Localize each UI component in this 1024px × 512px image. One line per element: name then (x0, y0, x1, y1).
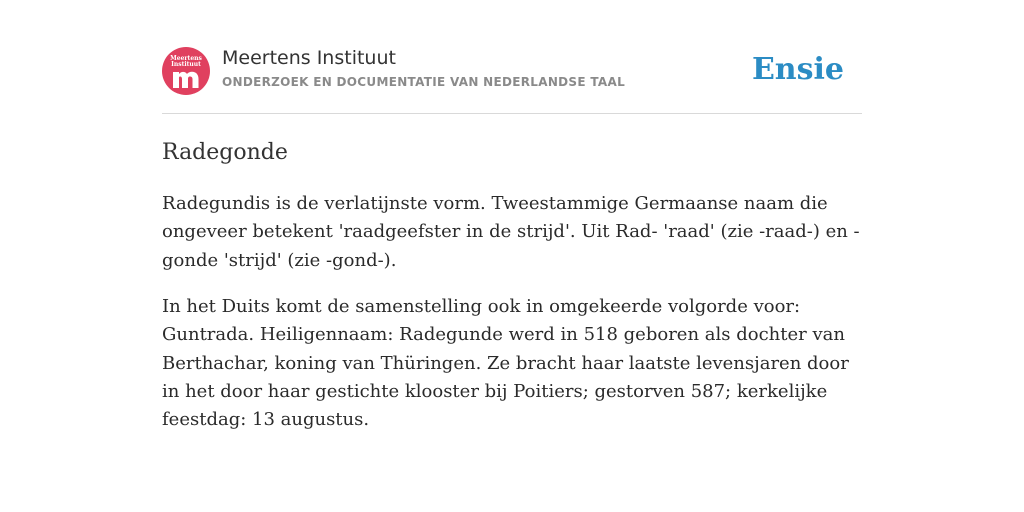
page (162, 0, 862, 512)
entry-paragraph-1: Radegundis is de verlatijnste vorm. Tweestammige Germaanse naam die ongeveer betekent 'raadgeefster in de strijd'. Uit Rad- 'raad' (zie -raad-) en -gonde 'strijd' (zie -gond-). (162, 193, 860, 271)
meertens-logo[interactable] (162, 47, 210, 95)
logo-text-line1: Meertens (170, 55, 202, 62)
m-logo-icon (171, 68, 201, 88)
logo-text-line2: Instituut (171, 61, 201, 68)
ensie-brand-logo[interactable]: Ensie (751, 52, 844, 87)
org-subtitle: ONDERZOEK EN DOCUMENTATIE VAN NEDERLANDSE TAAL (222, 75, 626, 89)
entry-paragraph-2: In het Duits komt de samenstelling ook in omgekeerde volgorde voor: Guntrada. Heiligennaam: Radegunde werd in 518 geboren als dochter van Berthachar, koning van Thüringen. Ze bracht haar laatste levensjaren door in het door haar gestichte klooster bij Poitiers; gestorven 587; kerkelijke feestdag: 13 augustus. (162, 296, 849, 431)
org-name[interactable]: Meertens Instituut (222, 47, 396, 69)
entry-title: Radegonde (162, 140, 288, 165)
header (162, 46, 862, 114)
